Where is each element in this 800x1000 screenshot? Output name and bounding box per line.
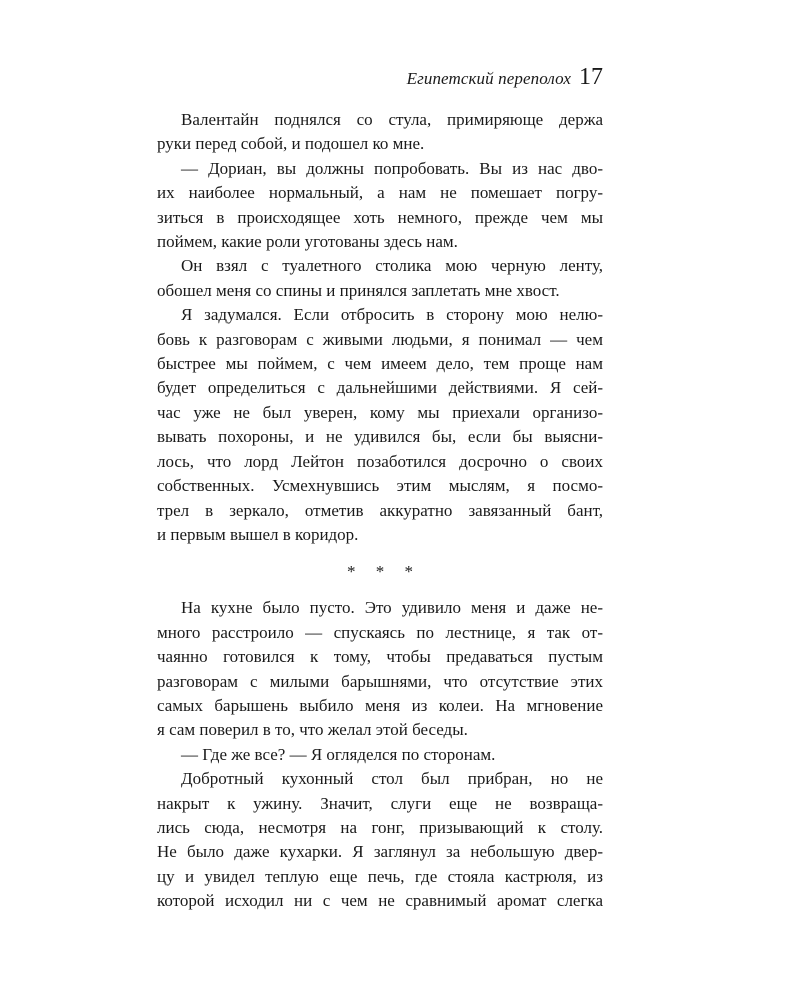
body-text-after-break [157,596,603,913]
text-line: — Дориан, вы должны попробовать. Вы из нас дво- [181,158,603,178]
text-line: час уже не был уверен, кому мы приехали организо- [157,402,603,422]
paragraph [157,108,603,157]
text-line: самых барышень выбило меня из колеи. На мгновение [157,695,603,715]
section-break: * * * [347,562,421,582]
text-line: бовь к разговорам с живыми людьми, я понимал — чем [157,329,603,349]
text-line: обошел меня со спины и принялся заплетать мне хвост. [157,280,560,300]
text-line: собственных. Усмехнувшись этим мыслям, я посмо- [157,476,603,496]
paragraph [157,743,603,767]
text-line: руки перед собой, и подошел ко мне. [157,134,425,154]
running-title: Египетский переполох [406,69,571,88]
text-line: зиться в происходящее хоть немного, прежде чем мы [157,207,603,227]
text-line: которой исходил ни с чем не сравнимый аромат слегка [157,891,603,911]
text-line: поймем, какие роли уготованы здесь нам. [157,232,458,252]
text-line: быстрее мы поймем, с чем имеем дело, тем проще нам [157,354,603,374]
text-line: накрыт к ужину. Значит, слуги еще не возвраща- [157,793,603,813]
text-line: Не было даже кухарки. Я заглянул за небольшую двер- [157,842,603,862]
text-line: разговорам с милыми барышнями, что отсутствие этих [157,671,603,691]
text-line: На кухне было пусто. Это удивило меня и даже не- [181,598,603,618]
text-line: трел в зеркало, отметив аккуратно завязанный бант, [157,500,603,520]
text-line: чаянно готовился к тому, чтобы предаваться пустым [157,647,603,667]
text-line: — Где же все? — Я огляделся по сторонам. [181,744,496,764]
paragraph [157,157,603,255]
text-line: лись сюда, несмотря на гонг, призывающий к столу. [157,817,603,837]
running-head [157,64,603,96]
text-line: вывать похороны, и не удивился бы, если бы выясни- [157,427,603,447]
text-line: и первым вышел в коридор. [157,524,359,544]
text-line: лось, что лорд Лейтон позаботился досрочно о своих [157,451,603,471]
text-line: Добротный кухонный стол был прибран, но не [181,769,603,789]
text-line: их наиболее нормальный, а нам не помешает погру- [157,183,603,203]
text-line: цу и увидел теплую еще печь, где стояла кастрюля, из [157,866,603,886]
paragraph [157,254,603,303]
body-text-before-break [157,108,603,547]
text-line: Он взял с туалетного столика мою черную ленту, [181,256,603,276]
page-number: 17 [579,64,603,90]
text-line: я сам поверил в то, что желал этой беседы. [157,720,468,740]
book-page [157,64,603,914]
text-line: много расстроило — спускаясь по лестнице, я так от- [157,622,603,642]
paragraph [157,303,603,547]
text-line: Я задумался. Если отбросить в сторону мою нелю- [181,305,603,325]
text-line: будет определиться с дальнейшими действиями. Я сей- [157,378,603,398]
text-line: Валентайн поднялся со стула, примиряюще держа [181,110,603,129]
paragraph [157,767,603,913]
paragraph [157,596,603,742]
